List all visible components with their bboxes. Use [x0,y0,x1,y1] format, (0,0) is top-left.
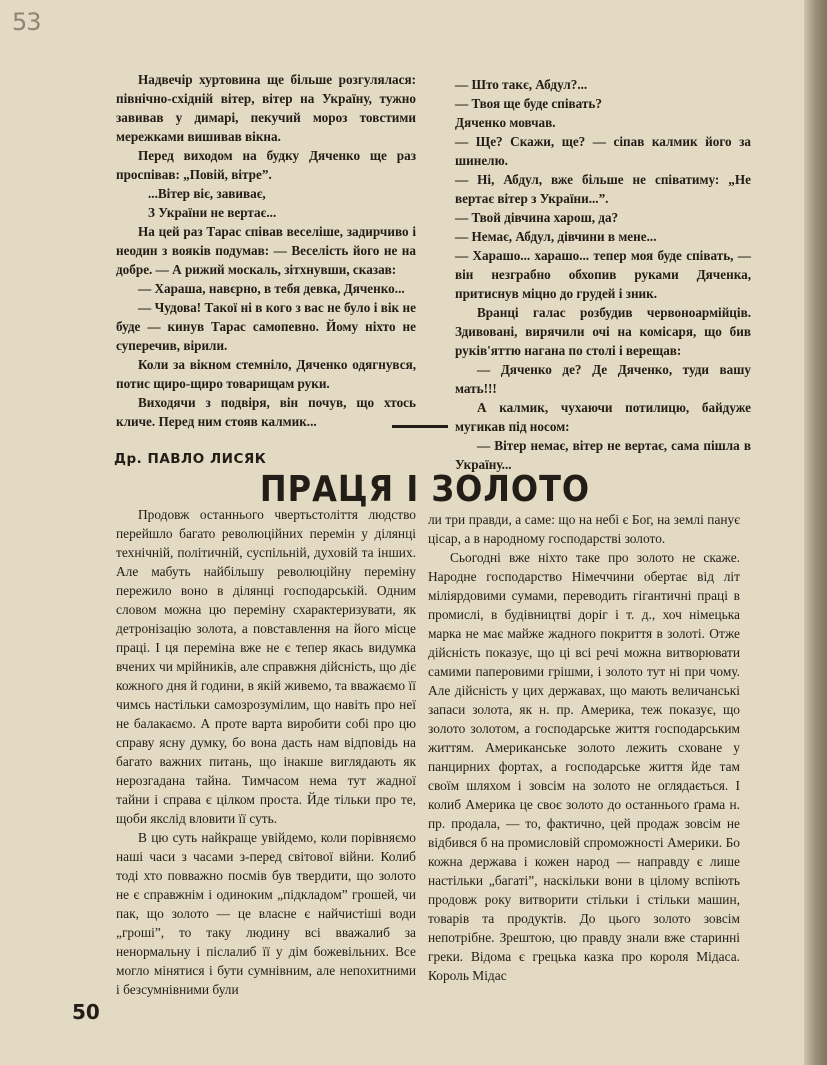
paragraph: — Ні, Абдул, вже більше не співатиму: „Не вертає вітер з України...”. [455,172,751,206]
paragraph: — Што такє, Абдул?... [455,77,588,92]
article-column-left [116,505,416,999]
paragraph: — Твой дівчина харош, да? [455,210,619,225]
article-headline: ПРАЦЯ І ЗОЛОТО [259,468,591,510]
paragraph: Вранці галас розбудив червоноармійців. Здивовані, вирячили очі на комісаря, що бив руків'яттю нагана по столі і верещав: [455,305,751,358]
paragraph: Дяченко мовчав. [455,115,556,130]
paragraph: ли три правди, а саме: що на небі є Бог, на землі панує цісар, а в народному господарстві золото. [428,512,740,546]
paragraph: З України не вертає... [148,205,277,220]
paragraph: — Харашо... харашо... тепер моя буде співать, — він незграбно обхопив руками Дяченка, притиснув міцно до грудей і зник. [455,248,751,301]
paragraph: Виходячи з подвіря, він почув, що хтось кличе. Перед ним стояв калмик... [116,395,416,429]
paragraph: — Вітер немає, вітер не вертає, сама пішла в Україну... [455,438,751,472]
paragraph: Надвечір хуртовина ще більше розгулялася: північно-східній вітер, вітер на Україну, тужно завивав у димарі, пекучий мороз товстими мережками вишивав вікна. [116,72,416,144]
section-divider [392,425,448,428]
paragraph: Продовж останнього чвертьстоліття людство перейшло багато революційних перемін у ділянці технічній, політичній, суспільній, духовій та інших. Але мабуть найбільшу революційну переміну пережило воно в ділянці господарській. Одним словом можна цю переміну схарактеризувати, як детронізацію золота, а повставлення на його місце праці. І ця переміна вже не є тепер якась видумка вчених чи мрійників, але справжня дійсність, що діє кожного дня й години, в якій живемо, та вважаємо її чимсь настільки самозрозумілим, що навіть про неї не балакаємо. А проте варта виробити собі про цю справу ясну думку, бо вона дасть нам відповідь на багато важних питань, що інакше виглядають як нерозгадана тайна. Тимчасом нема тут жадної тайни і справа є цілком проста. Йде тільки про те, щоби якслід вловити її суть. [116,507,416,826]
story-column-right [455,75,751,474]
paragraph: — Твоя ще буде співать? [455,96,602,111]
paragraph: Перед виходом на будку Дяченко ще раз проспівав: „Повій, вітре”. [116,148,416,182]
paragraph: На цей раз Тарас співав веселіше, задирчиво і неодин з вояків подумав: — Веселість його не на добре. — А рижий москаль, зітхнувши, сказав: [116,224,416,277]
paragraph: Коли за вікном стемніло, Дяченко одягнувся, потис щиро-щиро товарищам руки. [116,357,416,391]
paragraph: Сьогодні вже ніхто таке про золото не скаже. Народне господарство Німеччини обертає від літ міліярдовими сумами, переводить гігантичні праці в промислі, в будівництві доріг і т. д., хоч німецька марка не має майже жадного покриття в золоті. Отже дійсність показує, що ці всі речі можна витворювати самими паперовими грішми, і золото тут ні при чому. Але дійсність у цих державах, що мають величанські запаси золота, як н. пр. Америка, теж показує, що золото золотом, а господарське життя господарським життям. Американське золото лежить сховане у панцирних фортах, а господарське життя йде там своїм шляхом і зовсім на золото не оглядається. І колиб Америка це своє золото до останнього ґрама н. пр. продала, — то, фактично, цей продаж зовсім не відбився б на промисловій спроможності Америки. Бо кожна держава і кожен народ — направду є лише настільки „багаті”, наскільки вони в цілому вспіють продовж року витворити стільки і стільки машин, товарів та продуктів. До цього золото зовсім непотрібне. Зрештою, цю правду знали вже старинні греки. Відома є грецька казка про короля Мідаса. Король Мідас [428,550,740,983]
paragraph: — Дяченко де? Де Дяченко, туди вашу мать!!! [455,362,751,396]
story-column-left [116,70,416,431]
paragraph: — Немає, Абдул, дівчини в мене... [455,229,657,244]
page-number: 50 [72,1000,100,1024]
paragraph: В цю суть найкраще увійдемо, коли порівняємо наші часи з часами з-перед світової війни. Колиб тоді хто повважно посмів був твердити, що золото не є справжнім і одиноким „підкладом” грошей, чи пак, що золото — це власне є найчистіші води „гроші”, то таку людину всі вважалиб за ненормальну і післалиб її у дім божевільних. Все могло мінятися і бути сумнівним, але непохитними і безсумнівними були [116,830,416,997]
article-column-right [428,510,740,985]
paragraph: ...Вітер віє, завиває, [148,186,266,201]
article-byline: Др. ПАВЛО ЛИСЯК [114,451,267,467]
corner-handwritten-mark: 53 [12,8,41,36]
paragraph: А калмик, чухаючи потилицю, байдуже мугикав під носом: [455,400,751,434]
paragraph: — Ще? Скажи, ще? — сіпав калмик його за шинелю. [455,134,751,168]
paragraph: — Хараша, навєрно, в тебя девка, Дяченко... [138,281,405,296]
paragraph: — Чудова! Такої ні в кого з вас не було і вік не буде — кинув Тарас самопевно. Йому ніхто не суперечив, вірили. [116,300,416,353]
book-spine-shadow [804,0,827,1065]
